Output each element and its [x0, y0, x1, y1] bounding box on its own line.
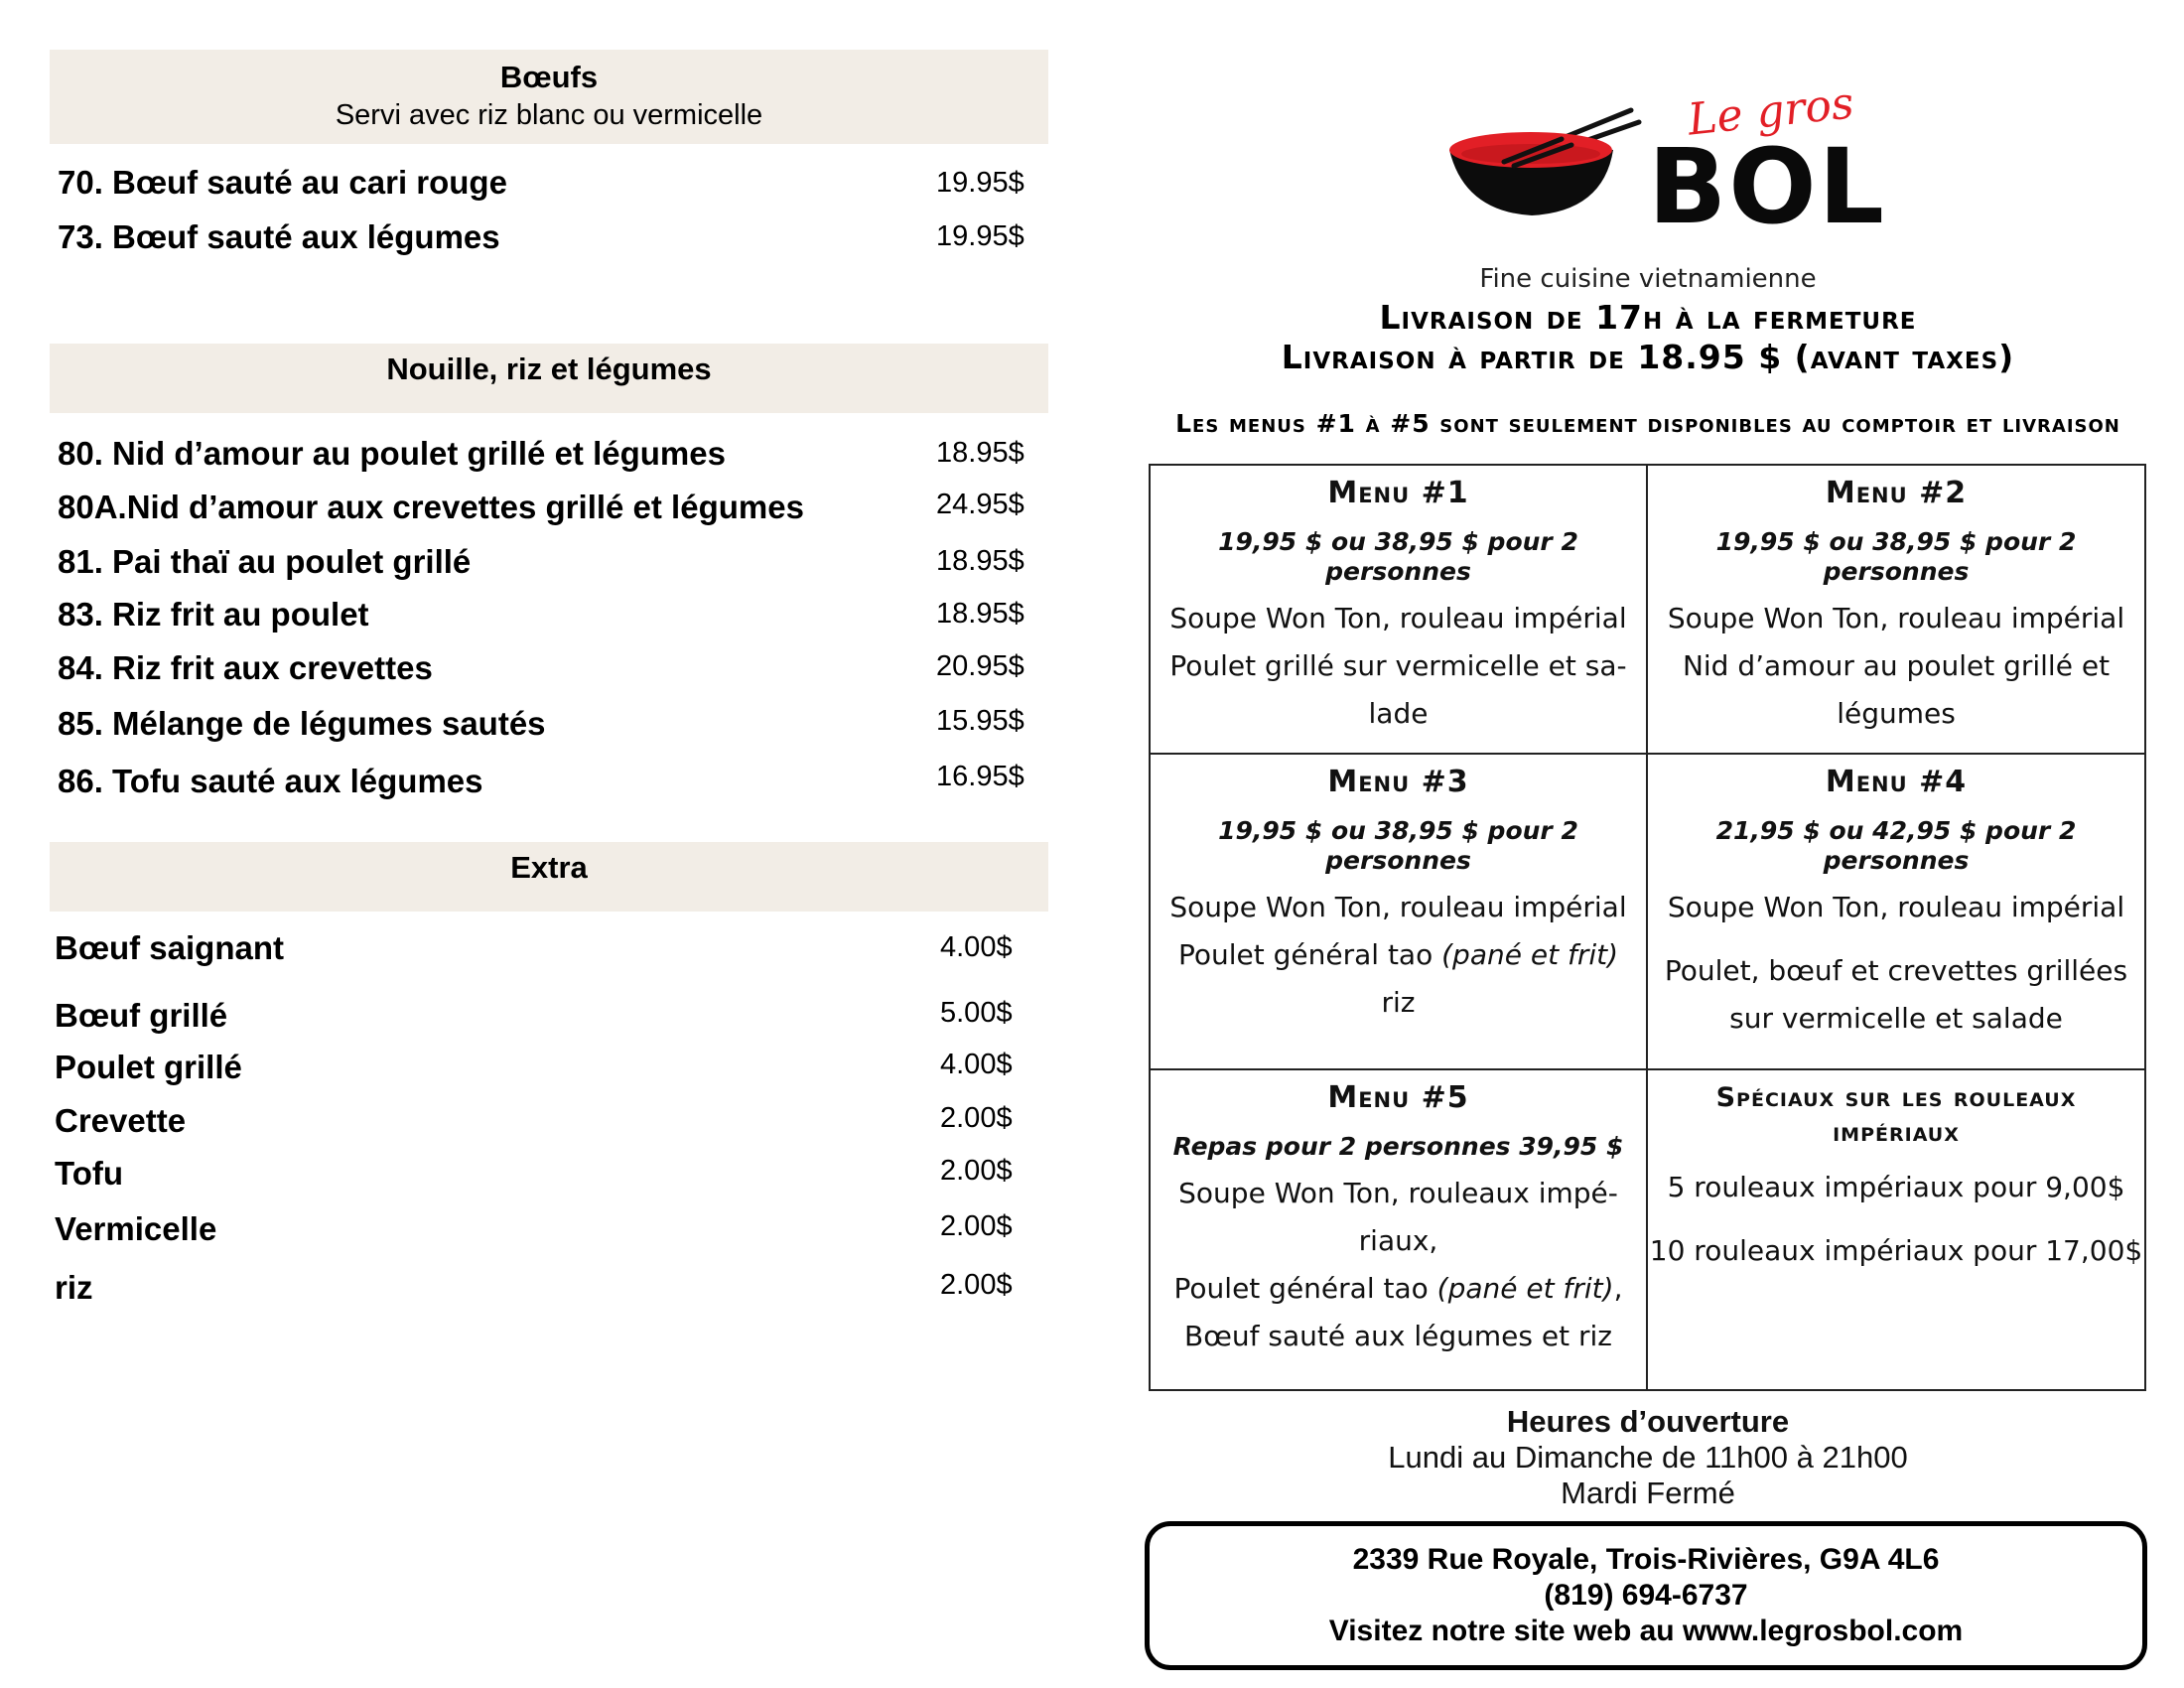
menus-availability-note: Les menus #1 à #5 sont seulement disponibles au comptoir et livraison	[1175, 409, 2120, 438]
section-header-extra	[50, 842, 1048, 912]
menu-cell-specials	[1648, 1070, 2144, 1389]
combo-menus-grid	[1149, 464, 2146, 1391]
menu-price: 19,95 $ ou 38,95 $ pour 2 personnes	[1715, 527, 2077, 586]
menu-item-price: 24.95$	[936, 489, 1024, 520]
menu-title: Menu #1	[1327, 476, 1469, 510]
menu-cell-2	[1648, 466, 2144, 755]
menu-item-name: 83. Riz frit au poulet	[58, 596, 369, 633]
menu-item-name: 80. Nid d’amour au poulet grillé et légumes	[58, 435, 726, 472]
delivery-minimum: Livraison à partir de 18.95 $ (avant taxes)	[1281, 338, 2015, 376]
menu-line-note: (pané et frit)	[1436, 1272, 1614, 1305]
menu-item-name: 86. Tofu sauté aux légumes	[58, 763, 483, 799]
specials-line: 5 rouleaux impériaux pour 9,00$	[1667, 1171, 2125, 1203]
extra-item-price: 2.00$	[940, 1269, 1013, 1301]
menu-line-text: ,	[1613, 1272, 1623, 1305]
menu-cell-1	[1151, 466, 1648, 755]
menu-line: Soupe Won Ton, rouleau impérial	[1667, 891, 2125, 923]
menu-item-price: 18.95$	[936, 437, 1024, 469]
menu-price: 19,95 $ ou 38,95 $ pour 2 personnes	[1218, 527, 1578, 586]
menu-line-note: (pané et frit)	[1441, 938, 1619, 971]
contact-box	[1145, 1521, 2147, 1670]
menu-title: Menu #5	[1327, 1080, 1469, 1115]
menu-line	[1151, 931, 1646, 979]
hours-title: Heures d’ouverture	[1506, 1404, 1790, 1439]
phone-number: (819) 694-6737	[1544, 1579, 1748, 1612]
extra-item-name: Bœuf saignant	[55, 929, 284, 966]
extra-item-price: 2.00$	[940, 1102, 1013, 1134]
hours-line: Mardi Fermé	[1561, 1476, 1735, 1510]
extra-item-price: 2.00$	[940, 1210, 1013, 1242]
menu-line: Soupe Won Ton, rouleaux impé-	[1178, 1177, 1618, 1209]
menu-price: Repas pour 2 personnes 39,95 $	[1172, 1132, 1624, 1161]
menu-line-text: Poulet général tao	[1173, 1272, 1437, 1305]
extra-item-name: Bœuf grillé	[55, 997, 228, 1034]
menu-title: Menu #2	[1825, 476, 1968, 510]
menu-item-name: 80A.Nid d’amour aux crevettes grillé et légumes	[58, 489, 804, 525]
menu-cell-4	[1648, 755, 2144, 1070]
logo-name: BOL	[1648, 126, 1886, 247]
menu-item-price: 19.95$	[936, 220, 1024, 252]
menu-line: riz	[1381, 986, 1416, 1019]
specials-title: Spéciaux sur les rouleaux	[1715, 1082, 2077, 1113]
menu-item-price: 18.95$	[936, 598, 1024, 630]
menu-item-name: 70. Bœuf sauté au cari rouge	[58, 164, 507, 201]
menu-line	[1151, 1265, 1646, 1313]
address: 2339 Rue Royale, Trois-Rivières, G9A 4L6	[1352, 1543, 1940, 1576]
menu-cell-5	[1151, 1070, 1648, 1389]
section-title: Bœufs	[499, 60, 599, 94]
extra-item-name: Poulet grillé	[55, 1049, 242, 1085]
menu-line: Soupe Won Ton, rouleau impérial	[1169, 602, 1627, 634]
menu-line: Bœuf sauté aux légumes et riz	[1184, 1320, 1612, 1352]
section-header-boeufs	[50, 50, 1048, 144]
section-title: Extra	[510, 850, 588, 885]
menu-item-name: 73. Bœuf sauté aux légumes	[58, 218, 500, 255]
hours-line: Lundi au Dimanche de 11h00 à 21h00	[1388, 1440, 1908, 1475]
extra-item-price: 5.00$	[940, 997, 1013, 1029]
bowl-chopsticks-icon	[1444, 104, 1653, 223]
extra-item-name: riz	[55, 1269, 93, 1306]
menu-line: Soupe Won Ton, rouleau impérial	[1667, 602, 2125, 634]
section-title: Nouille, riz et légumes	[386, 352, 712, 386]
menu-item-price: 15.95$	[936, 705, 1024, 737]
website-text: Visitez notre site web au www.legrosbol.com	[1328, 1615, 1964, 1647]
tagline: Fine cuisine vietnamienne	[1479, 264, 1817, 294]
menu-item-name: 85. Mélange de légumes sautés	[58, 705, 546, 742]
menu-line: Soupe Won Ton, rouleau impérial	[1169, 891, 1627, 923]
extra-item-price: 4.00$	[940, 931, 1013, 963]
menu-line-text: Poulet général tao	[1177, 938, 1442, 971]
menu-cell-3	[1151, 755, 1648, 1070]
specials-line: 10 rouleaux impériaux pour 17,00$	[1649, 1234, 2143, 1267]
menu-item-name: 81. Pai thaï au poulet grillé	[58, 543, 472, 580]
extra-item-price: 4.00$	[940, 1049, 1013, 1080]
section-subtitle: Servi avec riz blanc ou vermicelle	[335, 99, 763, 131]
menu-line: Poulet, bœuf et crevettes grillées	[1664, 954, 2128, 987]
extra-item-name: Crevette	[55, 1102, 187, 1139]
menu-item-price: 18.95$	[936, 545, 1024, 577]
menu-line: sur vermicelle et salade	[1729, 1002, 2063, 1035]
section-header-nouille	[50, 344, 1048, 413]
extra-item-price: 2.00$	[940, 1155, 1013, 1187]
extra-item-name: Vermicelle	[55, 1210, 217, 1247]
menu-item-price: 19.95$	[936, 167, 1024, 199]
menu-line: Nid d’amour au poulet grillé et	[1682, 649, 2111, 682]
specials-title: impériaux	[1833, 1117, 1960, 1148]
restaurant-logo	[1444, 77, 1901, 247]
menu-line: légumes	[1837, 697, 1956, 730]
logo-script-text: Le gros	[1685, 77, 1856, 146]
menu-item-price: 20.95$	[936, 650, 1024, 682]
menu-line: Poulet grillé sur vermicelle et sa-	[1169, 649, 1627, 682]
opening-hours	[1147, 1404, 2149, 1511]
menu-price: 19,95 $ ou 38,95 $ pour 2 personnes	[1218, 816, 1578, 875]
menu-line: riaux,	[1358, 1224, 1438, 1257]
menu-item-price: 16.95$	[936, 761, 1024, 792]
menu-line: lade	[1368, 697, 1429, 730]
extra-item-name: Tofu	[55, 1155, 124, 1192]
menu-price: 21,95 $ ou 42,95 $ pour 2 personnes	[1715, 816, 2077, 875]
menu-title: Menu #3	[1327, 765, 1469, 799]
delivery-hours: Livraison de 17h à la fermeture	[1379, 298, 1917, 337]
menu-item-name: 84. Riz frit aux crevettes	[58, 649, 433, 686]
menu-title: Menu #4	[1825, 765, 1968, 799]
